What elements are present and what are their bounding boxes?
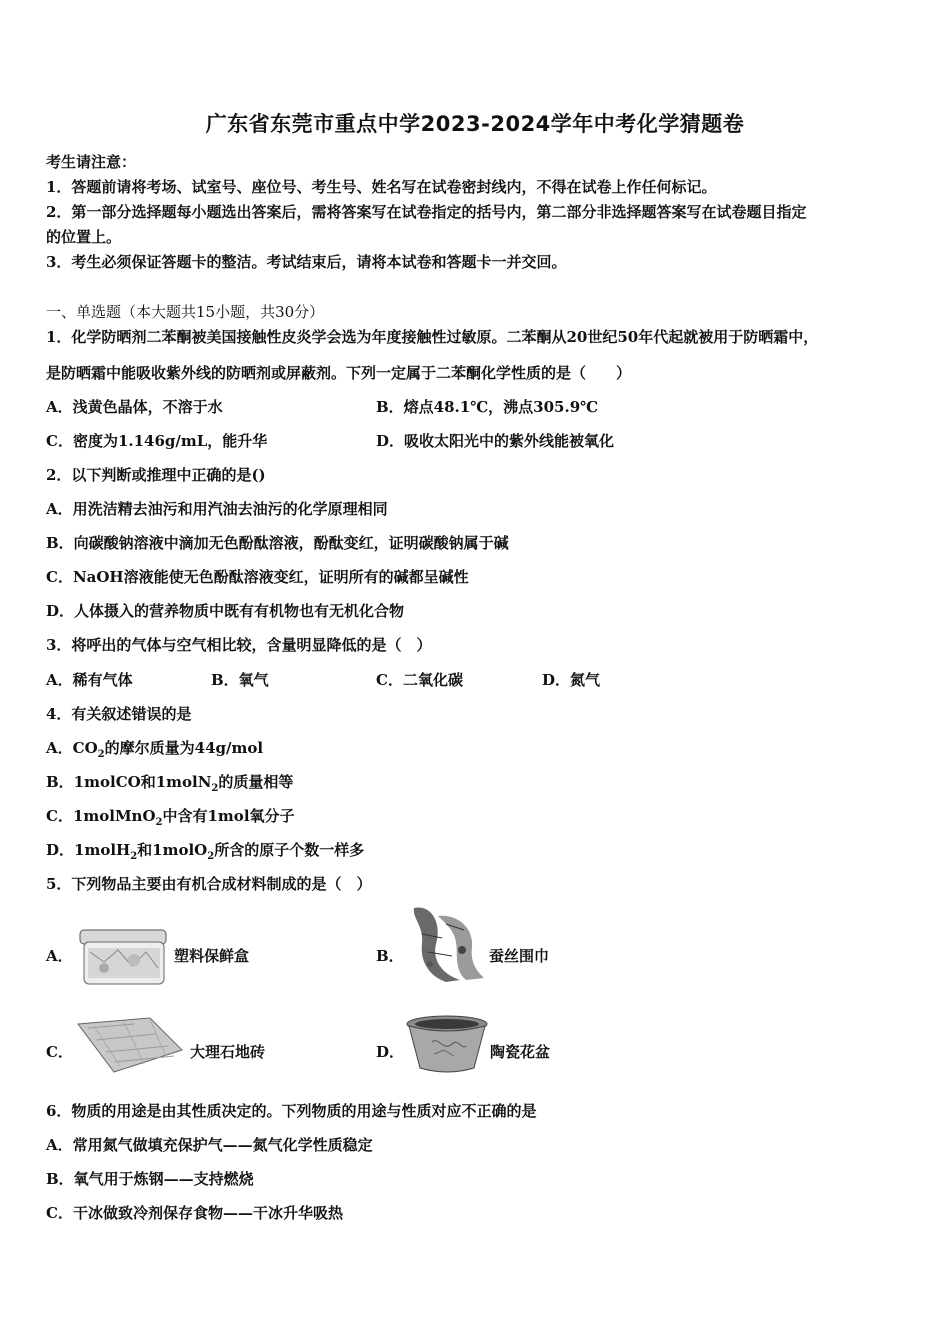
ceramic-pot-image [404, 1014, 490, 1076]
q1-stem-line1: 1．化学防晒剂二苯酮被美国接触性皮炎学会选为年度接触性过敏原。二苯酮从20世纪50年代起就被用于防晒霜中， [46, 328, 819, 346]
q3-option-a: A．稀有气体 [46, 671, 133, 689]
q5-option-c-label: 大理石地砖 [190, 1043, 266, 1061]
q6-option-b: B．氧气用于炼钢——支持燃烧 [46, 1170, 254, 1188]
q5-option-d-letter: D． [376, 1043, 405, 1061]
q1-option-d: D．吸收太阳光中的紫外线能被氧化 [376, 432, 615, 450]
q5-option-b-label: 蚕丝围巾 [489, 947, 550, 965]
page-title: 广东省东莞市重点中学2023-2024学年中考化学猜题卷 [205, 112, 745, 136]
section-heading: 一、单选题（本大题共15小题，共30分） [46, 303, 325, 321]
q5-option-c-letter: C． [46, 1043, 73, 1061]
q4-stem: 4．有关叙述错误的是 [46, 705, 192, 723]
q2-option-c: C．NaOH溶液能使无色酚酞溶液变红，证明所有的碱都呈碱性 [46, 568, 469, 586]
plastic-box-image [74, 922, 170, 988]
q1-stem-line2: 是防晒霜中能吸收紫外线的防晒剂或屏蔽剂。下列一定属于二苯酮化学性质的是（ ） [46, 364, 632, 382]
q5-option-d-label: 陶瓷花盆 [490, 1043, 551, 1061]
q1-option-b: B．熔点48.1℃，沸点305.9℃ [376, 398, 599, 416]
notice-heading: 考生请注意： [46, 153, 137, 171]
q4-option-d: D．1molH$_2$和1molO$_2$所含的原子个数一样多 [46, 841, 365, 862]
notice-item: 的位置上。 [46, 228, 122, 246]
q5-option-a-label: 塑料保鲜盒 [174, 947, 250, 965]
q1-option-c: C．密度为1.146g/mL，能升华 [46, 432, 268, 450]
silk-scarf-image [402, 904, 486, 984]
q6-option-a: A．常用氮气做填充保护气——氮气化学性质稳定 [46, 1136, 373, 1154]
q6-option-c: C．干冰做致冷剂保存食物——干冰升华吸热 [46, 1204, 343, 1222]
q2-option-a: A．用洗洁精去油污和用汽油去油污的化学原理相同 [46, 500, 388, 518]
q2-option-d: D．人体摄入的营养物质中既有有机物也有无机化合物 [46, 602, 405, 620]
q4-option-b: B．1molCO和1molN$_2$的质量相等 [46, 773, 294, 794]
q5-option-a-letter: A． [46, 947, 73, 965]
q3-option-b: B．氧气 [211, 671, 269, 689]
q5-option-b-letter: B． [376, 947, 404, 965]
q2-option-b: B．向碳酸钠溶液中滴加无色酚酞溶液，酚酞变红，证明碳酸钠属于碱 [46, 534, 509, 552]
notice-item: 2．第一部分选择题每小题选出答案后，需将答案写在试卷指定的括号内，第二部分非选择题答案写在试卷题目指定 [46, 203, 807, 221]
notice-item: 1．答题前请将考场、试室号、座位号、考生号、姓名写在试卷密封线内，不得在试卷上作任何标记。 [46, 178, 717, 196]
q3-option-d: D．氮气 [542, 671, 601, 689]
q3-stem: 3．将呼出的气体与空气相比较，含量明显降低的是（ ） [46, 636, 432, 654]
notice-item: 3．考生必须保证答题卡的整洁。考试结束后，请将本试卷和答题卡一并交回。 [46, 253, 567, 271]
q1-option-a: A．浅黄色晶体，不溶于水 [46, 398, 223, 416]
q3-option-c: C．二氧化碳 [376, 671, 463, 689]
q4-option-a: A．$CO_2$的摩尔质量为44g/mol [46, 739, 264, 760]
marble-tile-image [74, 1016, 186, 1074]
q4-option-c: C．1molMnO$_2$中含有1mol氧分子 [46, 807, 295, 828]
q6-stem: 6．物质的用途是由其性质决定的。下列物质的用途与性质对应不正确的是 [46, 1102, 537, 1120]
q2-stem: 2．以下判断或推理中正确的是() [46, 466, 266, 484]
q5-stem: 5．下列物品主要由有机合成材料制成的是（ ） [46, 875, 372, 893]
